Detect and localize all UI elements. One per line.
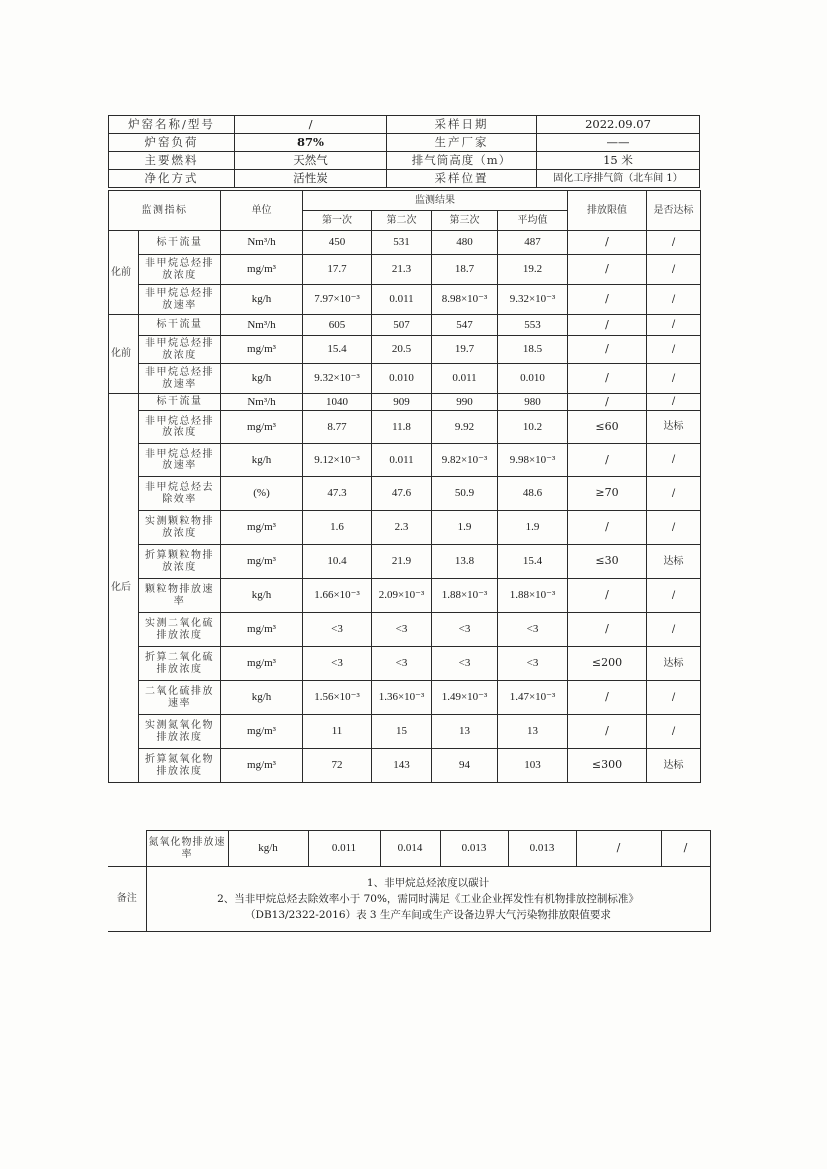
value-cell: 1040: [303, 394, 372, 411]
status-cell: /: [647, 715, 701, 749]
note-line: 1、非甲烷总烃浓度以碳计: [366, 876, 490, 889]
indicator-cell: 实测颗粒物排放浓度: [139, 511, 221, 545]
table-row: [109, 411, 701, 444]
unit-cell: mg/m³: [221, 336, 303, 364]
status-cell: 达标: [647, 545, 701, 579]
limit-cell: /: [568, 255, 647, 285]
value-cell: 1.36×10⁻³: [372, 681, 432, 715]
limit-cell: /: [568, 285, 647, 315]
column-header-unit: 单位: [221, 191, 303, 231]
limit-cell: /: [568, 613, 647, 647]
header-row: [109, 116, 700, 134]
average-cell: 9.98×10⁻³: [498, 444, 568, 477]
average-cell: 48.6: [498, 477, 568, 511]
average-cell: <3: [498, 647, 568, 681]
value-cell: 17.7: [303, 255, 372, 285]
column-header-indicator: 监测指标: [109, 191, 221, 231]
header-label: 采样位置: [387, 170, 537, 188]
value-cell: 909: [372, 394, 432, 411]
average-cell: 0.010: [498, 364, 568, 394]
limit-cell: /: [568, 681, 647, 715]
unit-cell: mg/m³: [221, 411, 303, 444]
value-cell: 605: [303, 315, 372, 336]
header-value: 15 米: [537, 152, 700, 170]
header-row: [109, 170, 700, 188]
unit-cell: kg/h: [221, 681, 303, 715]
value-cell: 8.77: [303, 411, 372, 444]
value-cell: 19.7: [432, 336, 498, 364]
indicator-cell: 非甲烷总烃排放速率: [139, 364, 221, 394]
value-cell: 9.12×10⁻³: [303, 444, 372, 477]
column-header-results: 监测结果: [303, 191, 568, 211]
unit-cell: Nm³/h: [221, 394, 303, 411]
value-cell: <3: [372, 613, 432, 647]
indicator-cell: 非甲烷总烃去除效率: [139, 477, 221, 511]
limit-cell: /: [568, 444, 647, 477]
value-cell: 1.88×10⁻³: [432, 579, 498, 613]
status-cell: /: [647, 315, 701, 336]
group-cell: [108, 831, 146, 867]
value-cell: 0.011: [432, 364, 498, 394]
value-cell: 50.9: [432, 477, 498, 511]
table-row: [109, 231, 701, 255]
value-cell: 8.98×10⁻³: [432, 285, 498, 315]
header-label: 排气筒高度（m）: [387, 152, 537, 170]
indicator-cell: 非甲烷总烃排放速率: [139, 444, 221, 477]
indicator-cell: 标干流量: [139, 231, 221, 255]
note-line: 2、当非甲烷总烃去除效率小于 70%，需同时满足《工业企业挥发性有机物排放控制标准》: [217, 892, 639, 905]
indicator-cell: 折算颗粒物排放浓度: [139, 545, 221, 579]
average-cell: 1.9: [498, 511, 568, 545]
column-header-compliance: 是否达标: [647, 191, 701, 231]
table-row: [109, 647, 701, 681]
group-label: 化后: [109, 394, 139, 783]
value-cell: 72: [303, 749, 372, 783]
value-cell: 531: [372, 231, 432, 255]
header-value: 天然气: [235, 152, 387, 170]
average-cell: 103: [498, 749, 568, 783]
value-cell: <3: [432, 647, 498, 681]
average-cell: 1.88×10⁻³: [498, 579, 568, 613]
header-value: 固化工序排气筒（北车间 1）: [537, 170, 700, 188]
indicator-cell: 折算二氧化硫排放浓度: [139, 647, 221, 681]
indicator-cell: 非甲烷总烃排放浓度: [139, 336, 221, 364]
header-label: 生产厂家: [387, 134, 537, 152]
header-label: 净化方式: [109, 170, 235, 188]
header-row: [109, 134, 700, 152]
header-row: [109, 152, 700, 170]
value-cell: 990: [432, 394, 498, 411]
status-cell: /: [647, 681, 701, 715]
value-cell: 0.010: [372, 364, 432, 394]
value-cell: 21.3: [372, 255, 432, 285]
value-cell: <3: [303, 647, 372, 681]
unit-cell: mg/m³: [221, 613, 303, 647]
table-row: [109, 336, 701, 364]
value-cell: 11.8: [372, 411, 432, 444]
header-label: 主要燃料: [109, 152, 235, 170]
header-label: 炉窑负荷: [109, 134, 235, 152]
value-cell: 11: [303, 715, 372, 749]
status-cell: 达标: [647, 411, 701, 444]
status-cell: /: [647, 477, 701, 511]
limit-cell: /: [568, 336, 647, 364]
indicator-cell: 氮氧化物排放速率: [146, 831, 228, 867]
value-cell: 47.3: [303, 477, 372, 511]
continuation-table: [108, 830, 711, 932]
unit-cell: mg/m³: [221, 545, 303, 579]
average-cell: 1.47×10⁻³: [498, 681, 568, 715]
unit-cell: kg/h: [221, 579, 303, 613]
value-cell: 480: [432, 231, 498, 255]
column-header-second: 第二次: [372, 211, 432, 231]
indicator-cell: 颗粒物排放速率: [139, 579, 221, 613]
table-row: [109, 613, 701, 647]
limit-cell: ≤60: [568, 411, 647, 444]
limit-cell: ≤30: [568, 545, 647, 579]
unit-cell: kg/h: [221, 444, 303, 477]
table-row: [109, 545, 701, 579]
value-cell: 21.9: [372, 545, 432, 579]
table-row: [109, 285, 701, 315]
status-cell: /: [647, 285, 701, 315]
value-cell: 450: [303, 231, 372, 255]
value-cell: 1.49×10⁻³: [432, 681, 498, 715]
header-value: 2022.09.07: [537, 116, 700, 134]
value-cell: 9.82×10⁻³: [432, 444, 498, 477]
notes-content: [146, 867, 710, 932]
value-cell: 0.013: [508, 831, 576, 867]
status-cell: 达标: [647, 647, 701, 681]
value-cell: 18.7: [432, 255, 498, 285]
status-cell: /: [661, 831, 710, 867]
value-cell: 1.6: [303, 511, 372, 545]
table-row: [109, 477, 701, 511]
column-header-row: [109, 191, 701, 211]
value-cell: 547: [432, 315, 498, 336]
table-row: [109, 394, 701, 411]
limit-cell: /: [568, 579, 647, 613]
average-cell: 18.5: [498, 336, 568, 364]
value-cell: 94: [432, 749, 498, 783]
column-header-limit: 排放限值: [568, 191, 647, 231]
value-cell: 0.014: [380, 831, 440, 867]
indicator-cell: 二氧化硫排放速率: [139, 681, 221, 715]
limit-cell: /: [568, 511, 647, 545]
value-cell: <3: [432, 613, 498, 647]
average-cell: 487: [498, 231, 568, 255]
header-value: 活性炭: [235, 170, 387, 188]
value-cell: 0.013: [440, 831, 508, 867]
value-cell: <3: [372, 647, 432, 681]
value-cell: 143: [372, 749, 432, 783]
status-cell: /: [647, 255, 701, 285]
column-header-first: 第一次: [303, 211, 372, 231]
unit-cell: mg/m³: [221, 511, 303, 545]
value-cell: 15.4: [303, 336, 372, 364]
header-label: 采样日期: [387, 116, 537, 134]
table-row: [109, 749, 701, 783]
value-cell: 2.3: [372, 511, 432, 545]
table-row: [109, 511, 701, 545]
limit-cell: /: [568, 715, 647, 749]
value-cell: 10.4: [303, 545, 372, 579]
value-cell: 0.011: [372, 285, 432, 315]
value-cell: 1.56×10⁻³: [303, 681, 372, 715]
unit-cell: mg/m³: [221, 255, 303, 285]
average-cell: 15.4: [498, 545, 568, 579]
indicator-cell: 实测氮氧化物排放浓度: [139, 715, 221, 749]
limit-cell: ≥70: [568, 477, 647, 511]
status-cell: /: [647, 364, 701, 394]
average-cell: 10.2: [498, 411, 568, 444]
limit-cell: /: [576, 831, 661, 867]
value-cell: 0.011: [372, 444, 432, 477]
note-line: （DB13/2322-2016）表 3 生产车间或生产设备边界大气污染物排放限值要求: [245, 909, 611, 922]
table-row: [109, 315, 701, 336]
value-cell: 7.97×10⁻³: [303, 285, 372, 315]
status-cell: /: [647, 444, 701, 477]
limit-cell: ≤300: [568, 749, 647, 783]
indicator-cell: 实测二氧化硫排放浓度: [139, 613, 221, 647]
unit-cell: (%): [221, 477, 303, 511]
status-cell: /: [647, 231, 701, 255]
notes-label: 备注: [108, 867, 146, 932]
status-cell: 达标: [647, 749, 701, 783]
limit-cell: /: [568, 394, 647, 411]
notes-row: [108, 867, 710, 932]
monitoring-rows: [109, 231, 701, 783]
group-label: 化前: [109, 315, 139, 394]
indicator-cell: 非甲烷总烃排放浓度: [139, 255, 221, 285]
value-cell: <3: [303, 613, 372, 647]
unit-cell: kg/h: [221, 364, 303, 394]
limit-cell: /: [568, 364, 647, 394]
unit-cell: kg/h: [221, 285, 303, 315]
table-row: [109, 715, 701, 749]
value-cell: 9.92: [432, 411, 498, 444]
indicator-cell: 标干流量: [139, 315, 221, 336]
group-label: 化前: [109, 231, 139, 315]
monitoring-results-table: [108, 190, 701, 783]
header-value: /: [235, 116, 387, 134]
table-row: [109, 681, 701, 715]
status-cell: /: [647, 394, 701, 411]
status-cell: /: [647, 336, 701, 364]
limit-cell: ≤200: [568, 647, 647, 681]
column-header-third: 第三次: [432, 211, 498, 231]
table-row: [108, 831, 710, 867]
table-row: [109, 444, 701, 477]
indicator-cell: 非甲烷总烃排放速率: [139, 285, 221, 315]
average-cell: 9.32×10⁻³: [498, 285, 568, 315]
value-cell: 47.6: [372, 477, 432, 511]
average-cell: 19.2: [498, 255, 568, 285]
value-cell: 20.5: [372, 336, 432, 364]
unit-cell: mg/m³: [221, 647, 303, 681]
column-header-average: 平均值: [498, 211, 568, 231]
unit-cell: mg/m³: [221, 715, 303, 749]
table-row: [109, 364, 701, 394]
status-cell: /: [647, 511, 701, 545]
value-cell: 2.09×10⁻³: [372, 579, 432, 613]
average-cell: 553: [498, 315, 568, 336]
value-cell: 13.8: [432, 545, 498, 579]
header-value: 87%: [235, 134, 387, 152]
indicator-cell: 标干流量: [139, 394, 221, 411]
average-cell: <3: [498, 613, 568, 647]
table-row: [109, 579, 701, 613]
value-cell: 507: [372, 315, 432, 336]
value-cell: 13: [432, 715, 498, 749]
value-cell: 1.9: [432, 511, 498, 545]
average-cell: 13: [498, 715, 568, 749]
limit-cell: /: [568, 315, 647, 336]
header-value: ——: [537, 134, 700, 152]
value-cell: 0.011: [308, 831, 380, 867]
limit-cell: /: [568, 231, 647, 255]
value-cell: 15: [372, 715, 432, 749]
header-label: 炉窑名称/型号: [109, 116, 235, 134]
unit-cell: Nm³/h: [221, 231, 303, 255]
unit-cell: mg/m³: [221, 749, 303, 783]
unit-cell: Nm³/h: [221, 315, 303, 336]
unit-cell: kg/h: [228, 831, 308, 867]
status-cell: /: [647, 579, 701, 613]
value-cell: 9.32×10⁻³: [303, 364, 372, 394]
indicator-cell: 非甲烷总烃排放浓度: [139, 411, 221, 444]
indicator-cell: 折算氮氧化物排放浓度: [139, 749, 221, 783]
value-cell: 1.66×10⁻³: [303, 579, 372, 613]
status-cell: /: [647, 613, 701, 647]
table-row: [109, 255, 701, 285]
average-cell: 980: [498, 394, 568, 411]
header-info-table: [108, 115, 700, 188]
